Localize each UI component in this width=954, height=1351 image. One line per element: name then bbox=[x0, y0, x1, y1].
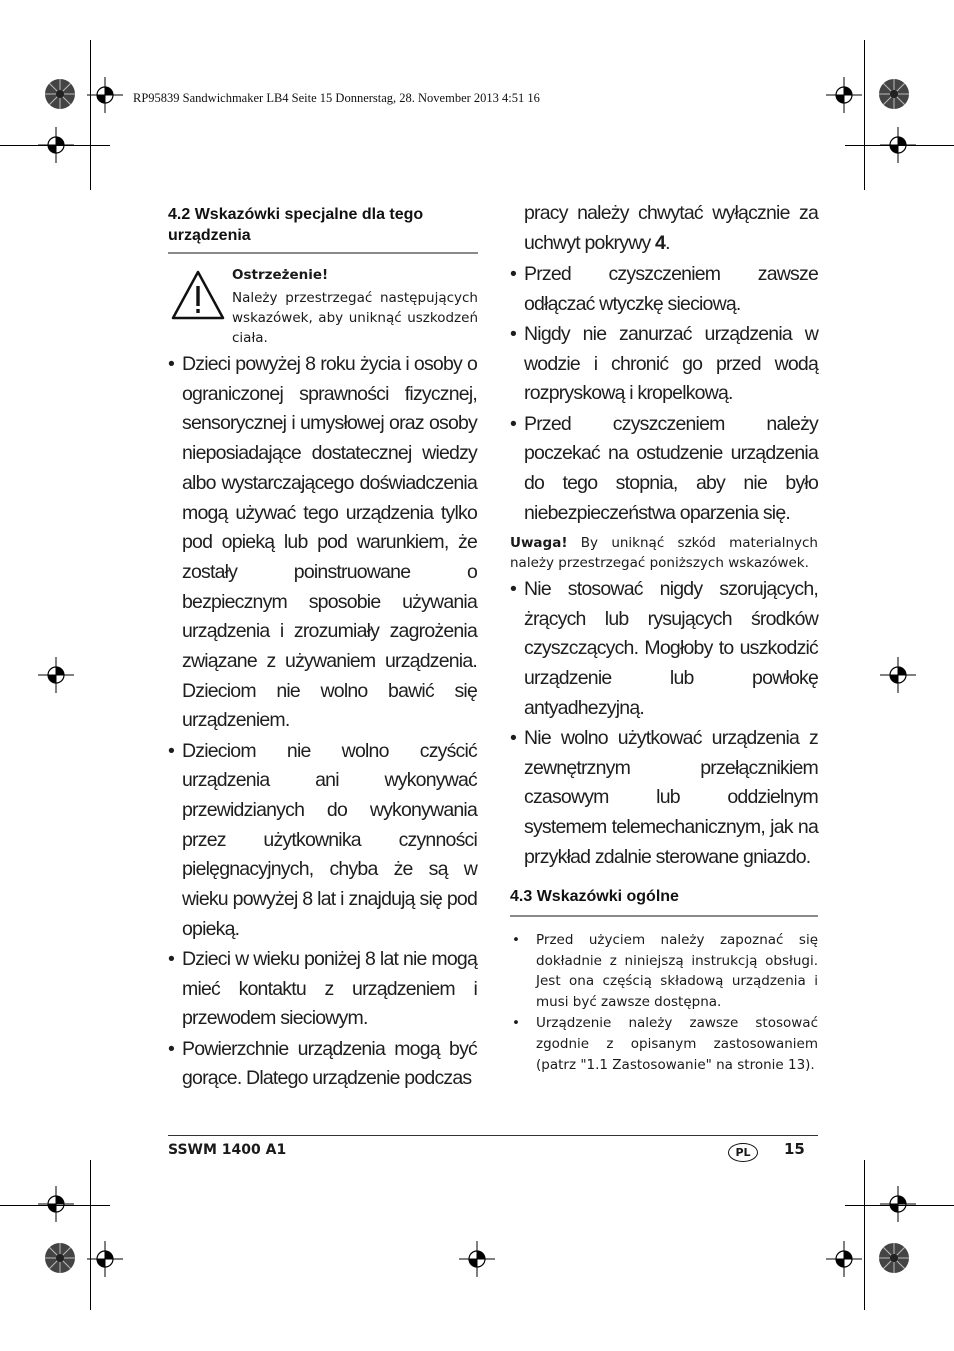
continuation-text: pracy należy chwytać wyłącznie za uchwyt pokrywy bbox=[524, 202, 818, 254]
print-slug: RP95839 Sandwichmaker LB4 Seite 15 Donnerstag, 28. November 2013 4:51 16 bbox=[133, 91, 540, 105]
list-item: • Przed czyszczeniem zawsze odłączać wtyczkę sieciową. bbox=[510, 260, 818, 319]
list-item: • Nie wolno użytkować urządzenia z zewnętrznym przełącznikiem czasowym lub oddzielnym systemem telemechanicznym, jak na przykład zdalnie sterowane gniazdo. bbox=[510, 724, 818, 873]
list-item: • Przed użyciem należy zapoznać się dokładnie z niniejszą instrukcją obsługi. Jest ona częścią składową urządzenia i musi być zawsze dostępna. bbox=[510, 930, 818, 1012]
registration-mark-icon bbox=[880, 1186, 916, 1222]
section-rule bbox=[168, 252, 478, 254]
registration-mark-icon bbox=[38, 1186, 74, 1222]
registration-mark-icon bbox=[826, 77, 862, 113]
color-wheel-mark-icon bbox=[878, 1242, 910, 1274]
continuation-paragraph bbox=[524, 199, 818, 258]
registration-mark-icon bbox=[87, 1241, 123, 1277]
list-item: • Dzieciom nie wolno czyścić urządzenia ani wykonywać przewidzianych do wykonywania przez użytkownika czynności pielęgnacyjnych, chyba że są w wieku powyżej 8 lat i znajdują się pod opieką. bbox=[168, 737, 477, 945]
list-item: • Dzieci powyżej 8 roku życia i osoby o ograniczonej sprawności fizycznej, sensorycznej i umysłowej oraz osoby nieposiadające dostatecznej wiedzy albo wystarczającego doświadczenia mogą używać tego urządzenia tylko pod opieką lub pod warunkiem, że zostały poinstruowane o bezpiecznym sposobie używania urządzenia i zrozumiały zagrożenia związane z używaniem urządzenia. Dzieciom nie wolno bawić się urządzeniem. bbox=[168, 350, 477, 736]
color-wheel-mark-icon bbox=[878, 78, 910, 110]
general-notes-list bbox=[510, 930, 818, 1076]
language-badge: PL bbox=[728, 1143, 758, 1162]
registration-mark-icon bbox=[459, 1241, 495, 1277]
registration-mark-icon bbox=[826, 1241, 862, 1277]
section-heading-4-3: 4.3 Wskazówki ogólne bbox=[510, 888, 679, 905]
warning-title: Ostrzeżenie! bbox=[232, 267, 329, 283]
warning-triangle-icon bbox=[170, 269, 226, 321]
continuation-end: . bbox=[665, 231, 670, 254]
list-item: • Nigdy nie zanurzać urządzenia w wodzie i chronić go przed wodą rozpryskową i kropelkową. bbox=[510, 320, 818, 409]
list-item: • Przed czyszczeniem należy poczekać na ostudzenie urządzenia do tego stopnia, aby nie było niebezpieczeństwa oparzenia się. bbox=[510, 410, 818, 529]
section-heading-line: urządzenia bbox=[168, 227, 251, 244]
caution-note bbox=[510, 533, 818, 573]
list-item: • Dzieci w wieku poniżej 8 lat nie mogą mieć kontaktu z urządzeniem i przewodem sieciowym. bbox=[168, 945, 477, 1034]
color-wheel-mark-icon bbox=[44, 78, 76, 110]
caution-text: By uniknąć szkód materialnych należy przestrzegać poniższych wskazówek. bbox=[510, 535, 818, 571]
list-item: • Urządzenie należy zawsze stosować zgodnie z opisanym zastosowaniem (patrz "1.1 Zastosowanie" na stronie 13). bbox=[510, 1013, 818, 1075]
safety-list-right-a bbox=[510, 260, 818, 529]
warning-text: Należy przestrzegać następujących wskazówek, aby uniknąć uszkodzeń ciała. bbox=[232, 290, 478, 346]
list-item: • Nie stosować nigdy szorujących, żrących lub rysujących środków czyszczących. Mogłoby to uszkodzić urządzenie lub powłokę antyadhezyjną. bbox=[510, 575, 818, 724]
section-heading-line: 4.2 Wskazówki specjalne dla tego bbox=[168, 206, 424, 223]
safety-list-right-b bbox=[510, 575, 818, 873]
registration-mark-icon bbox=[880, 127, 916, 163]
registration-mark-icon bbox=[87, 77, 123, 113]
section-rule bbox=[510, 915, 818, 917]
caution-label: Uwaga! bbox=[510, 535, 568, 551]
registration-mark-icon bbox=[38, 657, 74, 693]
part-reference: 4 bbox=[655, 231, 666, 254]
safety-list-left bbox=[168, 350, 477, 1095]
registration-mark-icon bbox=[880, 657, 916, 693]
footer-rule bbox=[168, 1135, 818, 1136]
registration-mark-icon bbox=[38, 127, 74, 163]
list-item: • Powierzchnie urządzenia mogą być gorące. Dlatego urządzenie podczas bbox=[168, 1035, 477, 1094]
footer-model: SSWM 1400 A1 bbox=[168, 1142, 287, 1158]
color-wheel-mark-icon bbox=[44, 1242, 76, 1274]
page-number: 15 bbox=[784, 1140, 805, 1158]
section-heading-4-2 bbox=[168, 204, 423, 246]
